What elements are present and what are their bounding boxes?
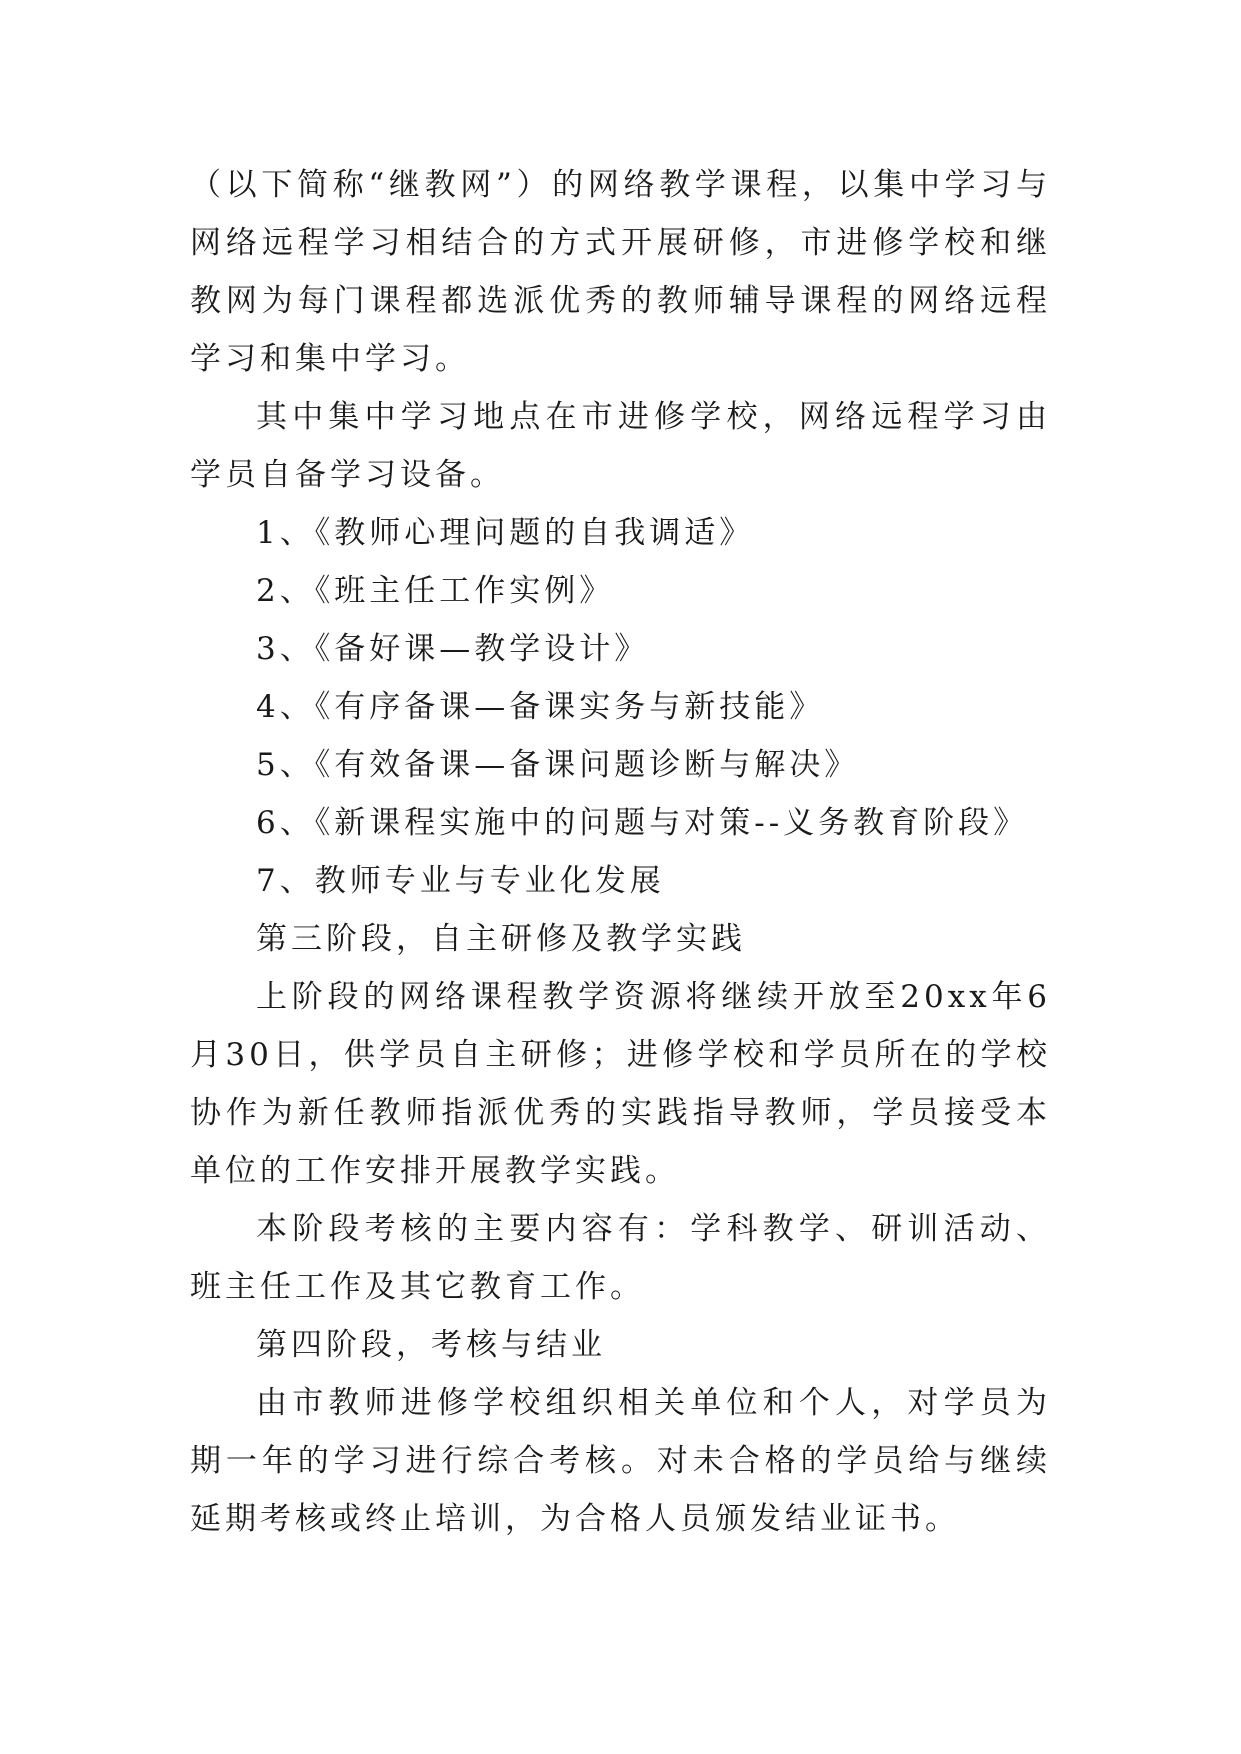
course-list-item-4: 4、《有序备课—备课实务与新技能》: [256, 689, 825, 725]
paragraph-stage-3-practice: 上阶段的网络课程教学资源将继续开放至20xx年6月30日，供学员自主研修；进修学校和学员所在的学校协作为新任教师指派优秀的实践指导教师，学员接受本单位的工作安排开展教学实践。: [190, 979, 1051, 1189]
course-list-item-3: 3、《备好课—教学设计》: [256, 631, 650, 667]
section-heading-stage-3: 第三阶段，自主研修及教学实践: [256, 921, 746, 957]
paragraph-stage-3-assessment: 本阶段考核的主要内容有：学科教学、研训活动、班主任工作及其它教育工作。: [190, 1211, 1051, 1305]
course-list-item-2: 2、《班主任工作实例》: [256, 573, 615, 609]
course-list-item-7: 7、教师专业与专业化发展: [256, 863, 665, 899]
course-list-item-1: 1、《教师心理问题的自我调适》: [256, 515, 755, 551]
paragraph-stage-4-graduation: 由市教师进修学校组织相关单位和个人，对学员为期一年的学习进行综合考核。对未合格的学员给与继续延期考核或终止培训，为合格人员颁发结业证书。: [190, 1385, 1051, 1537]
course-list-item-6: 6、《新课程实施中的问题与对策--义务教育阶段》: [256, 805, 1029, 841]
section-heading-stage-4: 第四阶段，考核与结业: [256, 1327, 606, 1363]
paragraph-network-course-intro: （以下简称“继教网”）的网络教学课程，以集中学习与网络远程学习相结合的方式开展研修，市进修学校和继教网为每门课程都选派优秀的教师辅导课程的网络远程学习和集中学习。: [190, 167, 1051, 377]
course-list-item-5: 5、《有效备课—备课问题诊断与解决》: [256, 747, 860, 783]
paragraph-study-location: 其中集中学习地点在市进修学校，网络远程学习由学员自备学习设备。: [190, 399, 1051, 493]
